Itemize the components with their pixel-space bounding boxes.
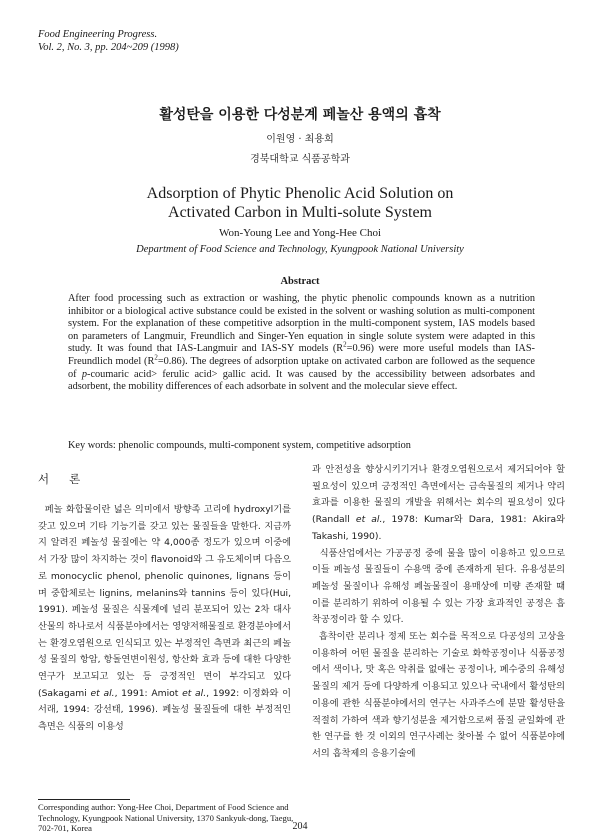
english-title-line2: Activated Carbon in Multi-solute System: [168, 204, 432, 221]
section-heading-introduction: 서론: [38, 472, 101, 486]
intro-paragraph-3: 흡착이란 분리나 정제 또는 회수를 목적으로 다공성의 고상을 이용하여 어떤 물질을 분리하는 기술로 화학공정이나 식품공정에서 색이나, 맛 혹은 악취를 없애는 공정이나, 폐수중의 유해성 물질의 제거 등에 다양하게 이용되고 있으나 국내에서 활성탄의 이용에 관한 식품분야에서의 연구는 사과주스에 분말 활성탄을 적절히 가하여 색과 향기성분을 제거함으로써 품질 균일화에 관한 연구를 한 것 이외의 연구사례는 찾아볼 수 없어 식품분야에서의 흡착제의 응용기술에: [312, 631, 565, 759]
intro-paragraph-1: 페놀 화합물이란 넓은 의미에서 방향족 고리에 hydroxyl기를 갖고 있으며 기타 기능기를 갖고 있는 물질들을 말한다. 지금까지 알려진 페놀성 물질에는 약 4,000종 정도가 있으며 이중에서 가장 많이 차지하는 것이 flavonoid와 그 유도체이며 다음으로 monocyclic phenol, phenolic quinones, lignans 등이며 중합체로는 lignins, melanins와 tannins 등이 있다(Hui, 1991). 페놀성 물질은 식물계에 널리 분포되어 있는 2차 대사산물의 하나로서 식품분야에서는 영양저해물질로 환경분야에서는 환경오염원으로 인식되고 있는 부정적인 측면과 최근의 페놀성 물질의 항암, 항돌연변이원성, 항산화 효과 등에 대한 다양한 연구가 보고되고 있는 등 긍정적인 면이 부각되고 있다(Sakagami et al., 1991: Amiot et al., 1992: 이정화와 이서래, 1994: 강선태, 1996). 페놀성 물질들에 대한 부정적인 측면은 식품의 이용성: [38, 504, 291, 733]
footnote-divider: [38, 799, 130, 800]
korean-authors: 이원영 · 최용희: [266, 134, 334, 145]
corresponding-author-footnote: Corresponding author: Yong-Hee Choi, Department of Food Science and Technology, Kyungpook National University, 1370 Sankyuk-dong, Taegu, 702-701, Korea: [38, 802, 294, 833]
english-affiliation: Department of Food Science and Technology, Kyungpook National University: [136, 244, 464, 255]
english-title-line1: Adsorption of Phytic Phenolic Acid Solution on: [146, 185, 454, 202]
english-authors: Won-Young Lee and Yong-Hee Choi: [218, 227, 382, 239]
left-column: [38, 462, 291, 736]
abstract-text: After food processing such as extraction or washing, the phytic phenolic compounds known as a nutrition inhibitor or a biological active substance could be existed in the solvent or washing solution as multi-component system. For the explanation of these competitive adsorption in the multi-component system, IAS models based on parameters of Langmuir, Freundlich and Singer-Yen equation in single solute system were adapted in this study. It was found that IAS-Langmuir and IAS-SY models $(R^2=0.96)$ were more useful models than IAS-Freundlich model $(R^2=0.86)$. The degrees of adsorption uptake on activated carbon are followed as the sequence of p-coumaric acid> ferulic acid> gallic acid. It was caused by the accessibility between adsorbates and adsorbent, the mobility differences of each adsorbate in solvent and the molecular sieve effect.: [68, 293, 535, 393]
intro-paragraph-continued: 과 안전성을 향상시키기거나 환경오염원으로서 제거되어야 할 필요성이 있으며 긍정적인 측면에서는 금속물질의 제거나 약리효과를 이용한 물질의 개발을 위해서는 회수의 필요성이 있다(Randall et al., 1978: Kumar와 Dara, 1981: Akira와 Takashi, 1990).: [312, 464, 565, 542]
journal-name: Food Engineering Progress.: [38, 29, 158, 40]
page-number: 204: [292, 821, 308, 832]
abstract-heading: Abstract: [280, 276, 320, 287]
journal-header: [38, 29, 179, 54]
korean-affiliation: 경북대학교 식품공학과: [250, 154, 350, 165]
korean-title: 활성탄을 이용한 다성분계 페놀산 용액의 흡착: [159, 107, 441, 123]
english-title: [0, 184, 600, 222]
journal-volume: Vol. 2, No. 3, pp. 204~209 (1998): [38, 41, 179, 53]
right-column: [312, 462, 565, 763]
intro-paragraph-2: 식품산업에서는 가공공정 중에 물을 많이 이용하고 있으므로 이들 페놀성 물질들이 수용액 중에 존재하게 된다. 유용성분의 페놀성 물질이나 유해성 페놀물질이 용매상에 미량 존재할 때 이를 분리하기 위하여 이용될 수 있는 가장 효과적인 공정은 흡착공정이라 할 수 있다.: [312, 547, 565, 626]
keywords: Key words: phenolic compounds, multi-component system, competitive adsorption: [68, 440, 411, 451]
